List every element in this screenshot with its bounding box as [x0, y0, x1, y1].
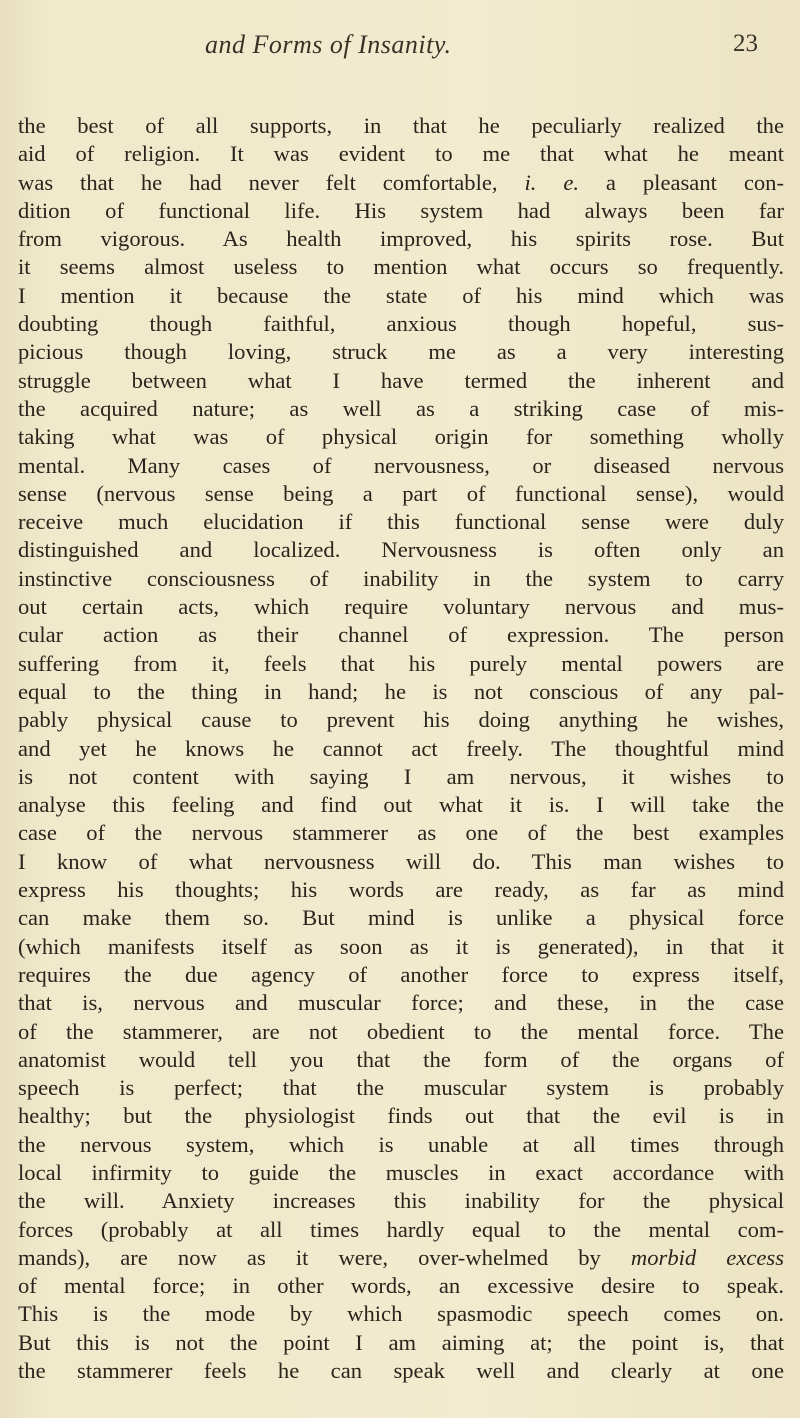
text-line: the will. Anxiety increases this inability for the physical	[18, 1188, 784, 1214]
text-line: from vigorous. As health improved, his spirits rose. But	[18, 226, 784, 252]
text-line: that is, nervous and muscular force; and these, in the case	[18, 990, 784, 1016]
emphasis-morbid-excess: morbid excess	[630, 1244, 784, 1270]
text-line: local infirmity to guide the muscles in exact accordance with	[18, 1159, 784, 1185]
text-line: aid of religion. It was evident to me that what he meant	[18, 141, 784, 167]
text-line: anatomist would tell you that the form of the organs of	[18, 1046, 784, 1072]
text-line: can make them so. But mind is unlike a physical force	[18, 905, 784, 931]
text-line: forces (probably at all times hardly equal to the mental com-	[18, 1216, 784, 1242]
text-line: distinguished and localized. Nervousness is often only an	[18, 537, 784, 563]
text-line: the best of all supports, in that he peculiarly realized the	[18, 113, 784, 138]
text-line: picious though loving, struck me as a very interesting	[18, 339, 784, 365]
text-line: taking what was of physical origin for something wholly	[18, 424, 784, 450]
text-line: it seems almost useless to mention what occurs so frequently.	[18, 254, 784, 280]
text-line: speech is perfect; that the muscular system is probably	[18, 1075, 784, 1101]
text-line: instinctive consciousness of inability in the system to carry	[18, 565, 784, 591]
text-line: healthy; but the physiologist finds out that the evil is in	[18, 1103, 784, 1129]
text-line: dition of functional life. His system had always been far	[18, 197, 784, 223]
text-line: cular action as their channel of expression. The person	[18, 622, 784, 648]
text-line: of the stammerer, are not obedient to the mental force. The	[18, 1018, 784, 1044]
text-line: and yet he knows he cannot act freely. The thoughtful mind	[18, 735, 784, 761]
text-line: mental. Many cases of nervousness, or diseased nervous	[18, 452, 784, 478]
text-line: the stammerer feels he can speak well and clearly at one	[18, 1358, 784, 1384]
text-line: the nervous system, which is unable at all times through	[18, 1131, 784, 1157]
text-line: pably physical cause to prevent his doing anything he wishes,	[18, 707, 784, 733]
text-line: struggle between what I have termed the inherent and	[18, 367, 784, 393]
text-line: doubting though faithful, anxious though hopeful, sus-	[18, 311, 784, 337]
text-line: This is the mode by which spasmodic speech comes on.	[18, 1301, 784, 1327]
text-line: express his thoughts; his words are ready, as far as mind	[18, 877, 784, 903]
text-line: I mention it because the state of his mind which was	[18, 282, 784, 308]
text-line: receive much elucidation if this functional sense were duly	[18, 509, 784, 535]
text-line: equal to the thing in hand; he is not conscious of any pal-	[18, 678, 784, 704]
text-line: (which manifests itself as soon as it is generated), in that it	[18, 933, 784, 959]
text-line: case of the nervous stammerer as one of the best examples	[18, 820, 784, 846]
text-line: I know of what nervousness will do. This man wishes to	[18, 848, 784, 874]
text-line: But this is not the point I am aiming at; the point is, that	[18, 1329, 784, 1355]
text-line: was that he had never felt comfortable, i. e. a pleasant con-	[18, 169, 784, 195]
text-line-with-emphasis	[18, 1244, 784, 1272]
text-line-segment: mands), are now as it were, over-whelmed by	[18, 1244, 601, 1270]
text-line: suffering from it, feels that his purely mental powers are	[18, 650, 784, 676]
text-line: out certain acts, which require voluntary nervous and mus-	[18, 594, 784, 620]
text-line: sense (nervous sense being a part of functional sense), would	[18, 480, 784, 506]
running-title: and Forms of Insanity.	[205, 30, 452, 59]
text-line: is not content with saying I am nervous, it wishes to	[18, 763, 784, 789]
running-head	[0, 30, 800, 70]
page-number: 23	[733, 30, 758, 57]
emphasis-ie: i. e.	[524, 169, 580, 195]
body-text	[18, 112, 784, 1385]
text-line: requires the due agency of another force to express itself,	[18, 961, 784, 987]
text-line: the acquired nature; as well as a striking case of mis-	[18, 395, 784, 421]
text-line: analyse this feeling and find out what it is. I will take the	[18, 792, 784, 818]
text-line: of mental force; in other words, an excessive desire to speak.	[18, 1273, 784, 1299]
